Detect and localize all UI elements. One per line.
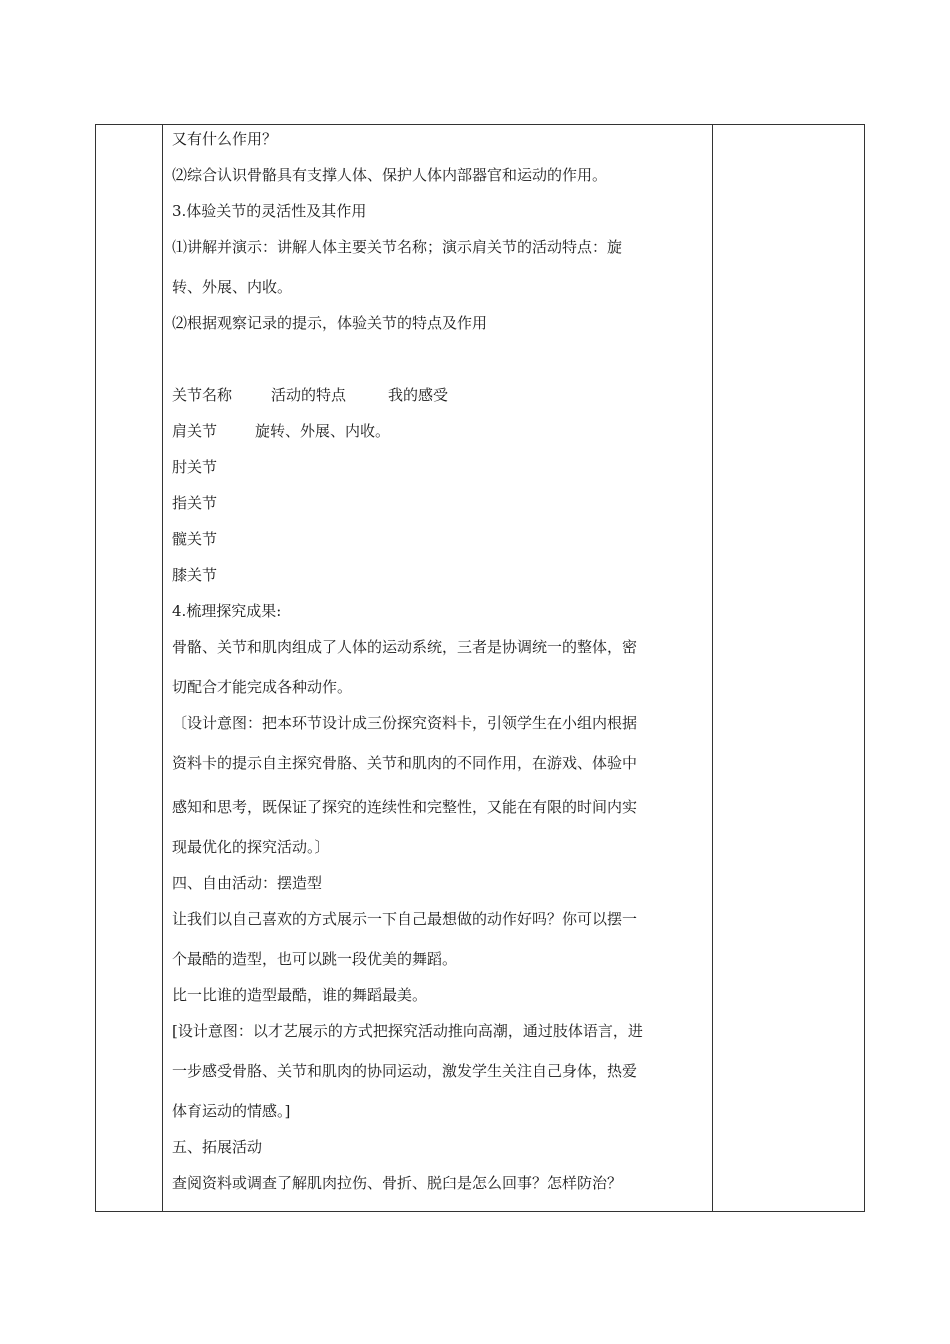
section-heading: 4.梳理探究成果: [172, 602, 282, 620]
header-my-feeling: 我的感受 [388, 386, 449, 404]
text-line: ⑴讲解并演示：讲解人体主要关节名称；演示肩关节的活动特点：旋 [172, 238, 623, 256]
design-note-line: 〔设计意图：把本环节设计成三份探究资料卡，引领学生在小组内根据 [172, 714, 638, 732]
joint-row [172, 493, 217, 513]
joint-row [172, 565, 217, 585]
design-note-line: [设计意图：以才艺展示的方式把探究活动推向高潮，通过肢体语言，进 [172, 1022, 643, 1040]
text-line: 比一比谁的造型最酷，谁的舞蹈最美。 [172, 986, 428, 1004]
text-line: 又有什么作用？ [172, 130, 278, 148]
joint-table-header [172, 385, 448, 405]
text-line: ⑵根据观察记录的提示，体验关节的特点及作用 [172, 314, 488, 332]
design-note-line: 感知和思考，既保证了探究的连续性和完整性，又能在有限的时间内实 [172, 798, 638, 816]
design-note-line: 现最优化的探究活动。〕 [172, 838, 330, 856]
section-heading: 四、自由活动：摆造型 [172, 874, 323, 892]
joint-row [172, 529, 217, 549]
joint-name: 指关节 [172, 494, 218, 512]
joint-name: 肘关节 [172, 458, 218, 476]
joint-name: 髋关节 [172, 530, 218, 548]
text-line: 切配合才能完成各种动作。 [172, 678, 353, 696]
header-joint-name: 关节名称 [172, 386, 233, 404]
design-note-line: 资料卡的提示自主探究骨胳、关节和肌肉的不同作用，在游戏、体验中 [172, 754, 638, 772]
joint-feature: 旋转、外展、内收。 [255, 422, 391, 440]
text-line: ⑵综合认识骨骼具有支撑人体、保护人体内部器官和运动的作用。 [172, 166, 608, 184]
column-divider-1 [162, 125, 163, 1211]
joint-name: 膝关节 [172, 566, 218, 584]
header-activity-feature: 活动的特点 [271, 386, 347, 404]
text-line: 让我们以自己喜欢的方式展示一下自己最想做的动作好吗？你可以摆一 [172, 910, 638, 928]
design-note-line: 一步感受骨胳、关节和肌肉的协同运动，激发学生关注自己身体，热爱 [172, 1062, 638, 1080]
text-line: 转、外展、内收。 [172, 278, 293, 296]
text-line: 查阅资料或调查了解肌肉拉伤、骨折、脱臼是怎么回事？怎样防治？ [172, 1174, 623, 1192]
text-line: 个最酷的造型，也可以跳一段优美的舞蹈。 [172, 950, 458, 968]
column-divider-2 [712, 125, 713, 1211]
design-note-line: 体育运动的情感。] [172, 1102, 291, 1120]
joint-row [172, 457, 217, 477]
text-line: 骨骼、关节和肌肉组成了人体的运动系统，三者是协调统一的整体，密 [172, 638, 638, 656]
joint-name: 肩关节 [172, 422, 218, 440]
section-heading: 3.体验关节的灵活性及其作用 [172, 202, 367, 220]
section-heading: 五、拓展活动 [172, 1138, 263, 1156]
joint-row [172, 421, 390, 441]
